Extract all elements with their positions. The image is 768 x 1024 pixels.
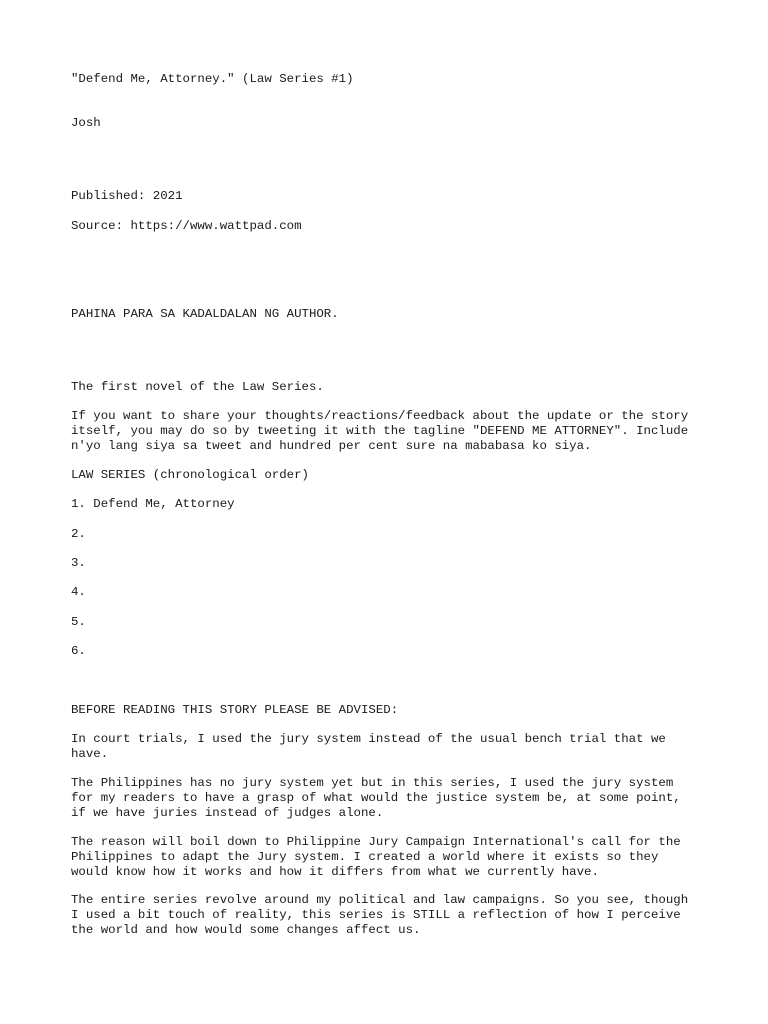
published-line: Published: 2021 <box>71 189 183 203</box>
series-heading: LAW SERIES (chronological order) <box>71 468 309 482</box>
source-line: Source: https://www.wattpad.com <box>71 219 302 233</box>
first-novel-line: The first novel of the Law Series. <box>71 380 324 394</box>
advisory-paragraph: The reason will boil down to Philippine Jury Campaign International's call for the Philippines to adapt the Jury system. I created a world where it exists so they would know how it works and how it differs from what we currently have. <box>71 835 681 879</box>
advisory-paragraph: In court trials, I used the jury system instead of the usual bench trial that we have. <box>71 732 666 761</box>
series-item: 2. <box>71 527 86 541</box>
advisory-paragraph: The Philippines has no jury system yet but in this series, I used the jury system for my readers to have a grasp of what would the justice system be, at some point, if we have juries instead of judges alone. <box>71 776 681 820</box>
advisory-heading: BEFORE READING THIS STORY PLEASE BE ADVISED: <box>71 703 399 717</box>
series-item: 5. <box>71 615 86 629</box>
series-item: 1. Defend Me, Attorney <box>71 497 235 511</box>
advisory-paragraph: The entire series revolve around my political and law campaigns. So you see, though I used a bit touch of reality, this series is STILL a reflection of how I perceive the world and how would some changes affect us. <box>71 893 689 937</box>
author-note-heading: PAHINA PARA SA KADALDALAN NG AUTHOR. <box>71 307 339 321</box>
author-name: Josh <box>71 116 101 130</box>
series-item: 6. <box>71 644 86 658</box>
book-title: "Defend Me, Attorney." (Law Series #1) <box>71 72 354 86</box>
series-item: 4. <box>71 585 86 599</box>
share-paragraph: If you want to share your thoughts/reactions/feedback about the update or the story itself, you may do so by tweeting it with the tagline "DEFEND ME ATTORNEY". Include n'yo lang siya sa tweet and hundred per cent sure na mababasa ko siya. <box>71 409 689 453</box>
series-item: 3. <box>71 556 86 570</box>
